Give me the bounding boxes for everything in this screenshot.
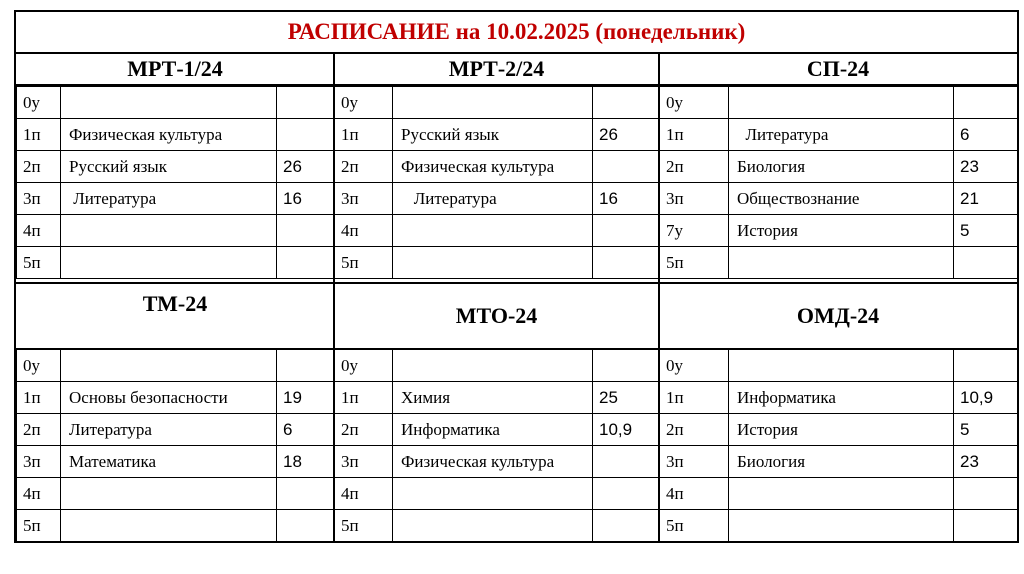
- subject-cell: [393, 478, 593, 510]
- table-row: [17, 119, 335, 151]
- room-cell: [954, 350, 1018, 382]
- subject-cell: История: [729, 215, 954, 247]
- table-row: [660, 151, 1018, 183]
- group-schedule-table: [16, 86, 335, 279]
- subject-cell: Физическая культура: [393, 446, 593, 478]
- table-row: [335, 478, 660, 510]
- table-row: [17, 151, 335, 183]
- group-schedule-table: [16, 349, 335, 542]
- table-row: [17, 382, 335, 414]
- horizontal-divider: [16, 348, 1017, 350]
- lesson-slot: 0у: [335, 350, 393, 382]
- lesson-slot: 3п: [660, 446, 729, 478]
- subject-cell: [729, 510, 954, 542]
- subject-cell: [393, 87, 593, 119]
- table-row: [17, 478, 335, 510]
- group-header: МРТ-2/24: [448, 56, 545, 81]
- subject-cell: [393, 350, 593, 382]
- lesson-slot: 3п: [17, 183, 61, 215]
- table-row: [335, 151, 660, 183]
- room-cell: 25: [593, 382, 660, 414]
- lesson-slot: 0у: [17, 350, 61, 382]
- subject-cell: Литература: [393, 183, 593, 215]
- subject-cell: [729, 478, 954, 510]
- group-schedule-table: [334, 86, 660, 279]
- room-cell: [593, 350, 660, 382]
- lesson-slot: 0у: [660, 350, 729, 382]
- room-cell: [954, 510, 1018, 542]
- subject-cell: Литература: [729, 119, 954, 151]
- lesson-slot: 2п: [660, 151, 729, 183]
- room-cell: [277, 87, 335, 119]
- table-row: [660, 350, 1018, 382]
- subject-cell: [61, 510, 277, 542]
- table-row: [660, 183, 1018, 215]
- room-cell: [277, 247, 335, 279]
- room-cell: 6: [277, 414, 335, 446]
- table-row: [335, 510, 660, 542]
- room-cell: [277, 119, 335, 151]
- room-cell: 10,9: [593, 414, 660, 446]
- table-row: [335, 446, 660, 478]
- lesson-slot: 4п: [17, 478, 61, 510]
- horizontal-divider: [16, 282, 1017, 284]
- lesson-slot: 1п: [17, 382, 61, 414]
- room-cell: 19: [277, 382, 335, 414]
- room-cell: 23: [954, 446, 1018, 478]
- table-row: [660, 478, 1018, 510]
- table-row: [660, 119, 1018, 151]
- table-row: [660, 87, 1018, 119]
- group-header: СП-24: [806, 56, 870, 81]
- subject-cell: Информатика: [729, 382, 954, 414]
- subject-cell: Химия: [393, 382, 593, 414]
- table-row: [660, 446, 1018, 478]
- table-row: [17, 446, 335, 478]
- subject-cell: [61, 247, 277, 279]
- lesson-slot: 0у: [335, 87, 393, 119]
- lesson-slot: 7у: [660, 215, 729, 247]
- table-row: [17, 183, 335, 215]
- room-cell: 16: [593, 183, 660, 215]
- table-row: [17, 414, 335, 446]
- room-cell: 18: [277, 446, 335, 478]
- subject-cell: Литература: [61, 183, 277, 215]
- group-schedule-table: [334, 349, 660, 542]
- table-row: [335, 414, 660, 446]
- table-row: [660, 215, 1018, 247]
- room-cell: [593, 478, 660, 510]
- group-header: МРТ-1/24: [127, 56, 223, 81]
- subject-cell: [61, 478, 277, 510]
- subject-cell: Русский язык: [393, 119, 593, 151]
- room-cell: [593, 87, 660, 119]
- subject-cell: [393, 215, 593, 247]
- lesson-slot: 1п: [17, 119, 61, 151]
- subject-cell: [61, 215, 277, 247]
- table-row: [17, 350, 335, 382]
- table-row: [660, 247, 1018, 279]
- lesson-slot: 4п: [17, 215, 61, 247]
- subject-cell: [729, 350, 954, 382]
- lesson-slot: 1п: [660, 119, 729, 151]
- lesson-slot: 5п: [660, 510, 729, 542]
- room-cell: 26: [277, 151, 335, 183]
- lesson-slot: 3п: [335, 183, 393, 215]
- table-row: [17, 87, 335, 119]
- lesson-slot: 3п: [660, 183, 729, 215]
- room-cell: 5: [954, 215, 1018, 247]
- table-row: [335, 119, 660, 151]
- table-row: [335, 247, 660, 279]
- subject-cell: [61, 350, 277, 382]
- room-cell: [593, 446, 660, 478]
- subject-cell: Биология: [729, 446, 954, 478]
- table-row: [17, 510, 335, 542]
- table-row: [17, 247, 335, 279]
- room-cell: 6: [954, 119, 1018, 151]
- lesson-slot: 1п: [335, 382, 393, 414]
- lesson-slot: 3п: [335, 446, 393, 478]
- subject-cell: Биология: [729, 151, 954, 183]
- lesson-slot: 4п: [660, 478, 729, 510]
- lesson-slot: 5п: [17, 247, 61, 279]
- subject-cell: История: [729, 414, 954, 446]
- subject-cell: Обществознание: [729, 183, 954, 215]
- room-cell: 10,9: [954, 382, 1018, 414]
- group-header: ОМД-24: [796, 303, 880, 328]
- lesson-slot: 5п: [335, 247, 393, 279]
- lesson-slot: 1п: [660, 382, 729, 414]
- room-cell: [593, 510, 660, 542]
- group-schedule-table: [659, 86, 1018, 279]
- room-cell: [277, 215, 335, 247]
- lesson-slot: 0у: [17, 87, 61, 119]
- schedule-title: РАСПИСАНИЕ на 10.02.2025 (понедельник): [16, 12, 1017, 54]
- subject-cell: [729, 87, 954, 119]
- horizontal-divider: [16, 84, 1017, 86]
- subject-cell: [393, 510, 593, 542]
- table-row: [660, 382, 1018, 414]
- lesson-slot: 5п: [660, 247, 729, 279]
- room-cell: 23: [954, 151, 1018, 183]
- lesson-slot: 2п: [335, 151, 393, 183]
- room-cell: [593, 215, 660, 247]
- subject-cell: Математика: [61, 446, 277, 478]
- lesson-slot: 5п: [17, 510, 61, 542]
- lesson-slot: 2п: [660, 414, 729, 446]
- lesson-slot: 4п: [335, 215, 393, 247]
- subject-cell: Русский язык: [61, 151, 277, 183]
- subject-cell: Основы безопасности: [61, 382, 277, 414]
- room-cell: 16: [277, 183, 335, 215]
- lesson-slot: 3п: [17, 446, 61, 478]
- table-row: [335, 350, 660, 382]
- table-row: [335, 215, 660, 247]
- group-header: ТМ-24: [142, 291, 208, 316]
- room-cell: [954, 87, 1018, 119]
- table-row: [660, 414, 1018, 446]
- subject-cell: Физическая культура: [61, 119, 277, 151]
- room-cell: [593, 247, 660, 279]
- table-row: [660, 510, 1018, 542]
- room-cell: [277, 510, 335, 542]
- table-row: [17, 215, 335, 247]
- room-cell: [277, 478, 335, 510]
- room-cell: 26: [593, 119, 660, 151]
- subject-cell: Информатика: [393, 414, 593, 446]
- group-header: МТО-24: [455, 303, 538, 328]
- table-row: [335, 183, 660, 215]
- vertical-divider: [333, 52, 335, 543]
- room-cell: [277, 350, 335, 382]
- subject-cell: [393, 247, 593, 279]
- group-schedule-table: [659, 349, 1018, 542]
- room-cell: 5: [954, 414, 1018, 446]
- subject-cell: [729, 247, 954, 279]
- room-cell: 21: [954, 183, 1018, 215]
- table-row: [335, 87, 660, 119]
- room-cell: [593, 151, 660, 183]
- room-cell: [954, 478, 1018, 510]
- room-cell: [954, 247, 1018, 279]
- subject-cell: [61, 87, 277, 119]
- lesson-slot: 0у: [660, 87, 729, 119]
- subject-cell: Физическая культура: [393, 151, 593, 183]
- lesson-slot: 2п: [17, 414, 61, 446]
- lesson-slot: 5п: [335, 510, 393, 542]
- table-row: [335, 382, 660, 414]
- lesson-slot: 2п: [17, 151, 61, 183]
- schedule-sheet: [14, 10, 1019, 543]
- subject-cell: Литература: [61, 414, 277, 446]
- lesson-slot: 2п: [335, 414, 393, 446]
- lesson-slot: 4п: [335, 478, 393, 510]
- vertical-divider: [658, 52, 660, 543]
- lesson-slot: 1п: [335, 119, 393, 151]
